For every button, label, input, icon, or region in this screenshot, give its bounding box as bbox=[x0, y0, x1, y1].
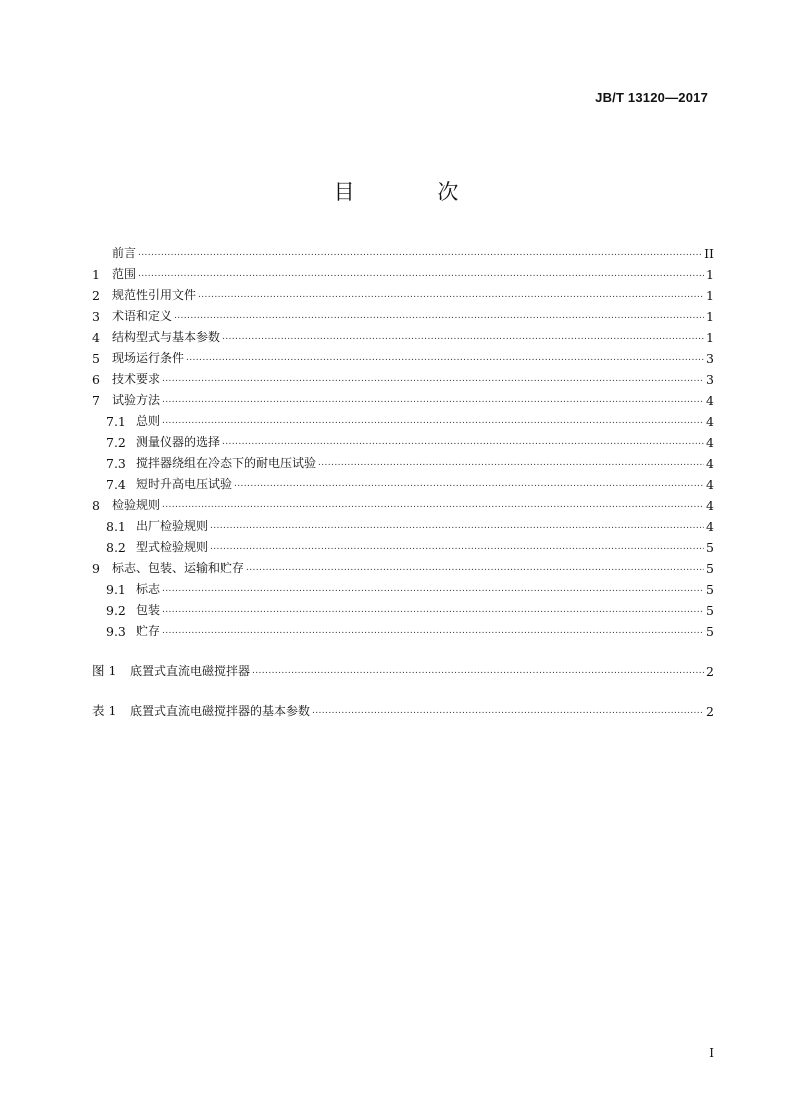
dot-leader bbox=[174, 306, 704, 321]
toc-entry-label: 技术要求 bbox=[112, 372, 161, 386]
toc-entry-label: 贮存 bbox=[136, 624, 161, 638]
toc-entry-label: 搅拌器绕组在冷态下的耐电压试验 bbox=[136, 456, 317, 470]
toc-entry-number: 9.2 bbox=[106, 603, 126, 618]
toc-entry-number: 5 bbox=[92, 351, 100, 366]
page-title: 目 次 bbox=[333, 180, 497, 204]
dot-leader bbox=[198, 285, 704, 300]
toc-entry[interactable] bbox=[92, 240, 714, 261]
toc-entry[interactable] bbox=[92, 658, 714, 679]
toc-entry-page: 1 bbox=[706, 267, 714, 282]
toc-entry-number: 9.1 bbox=[106, 582, 126, 597]
toc-entry-number: 图 1 bbox=[92, 663, 117, 678]
toc-entry-page: 4 bbox=[706, 414, 714, 429]
toc-entry-label: 标志、包装、运输和贮存 bbox=[112, 561, 245, 575]
toc-entry-label: 现场运行条件 bbox=[112, 351, 185, 365]
toc-entry-page: 4 bbox=[706, 498, 714, 513]
toc-entry[interactable] bbox=[92, 429, 714, 450]
toc-entry-label: 前言 bbox=[112, 246, 137, 260]
toc-entry-label: 术语和定义 bbox=[112, 309, 173, 323]
toc-entry-page: II bbox=[704, 246, 714, 261]
dot-leader bbox=[138, 264, 704, 279]
toc-entry-page: 2 bbox=[706, 664, 714, 679]
toc-entry-number: 8.2 bbox=[106, 540, 126, 555]
dot-leader bbox=[162, 621, 704, 636]
dot-leader bbox=[162, 495, 704, 510]
dot-leader bbox=[252, 661, 704, 676]
toc-entry[interactable] bbox=[92, 698, 714, 719]
toc-entry-page: 1 bbox=[706, 330, 714, 345]
toc-entry-page: 3 bbox=[706, 372, 714, 387]
toc-entry-label: 检验规则 bbox=[112, 498, 161, 512]
toc-entry-label: 试验方法 bbox=[112, 393, 161, 407]
dot-leader bbox=[162, 579, 704, 594]
toc-entry[interactable] bbox=[92, 576, 714, 597]
toc-entry-page: 5 bbox=[706, 540, 714, 555]
toc-entry-number: 8 bbox=[92, 498, 100, 513]
toc-entry-number: 7.4 bbox=[106, 477, 126, 492]
dot-leader bbox=[162, 390, 704, 405]
toc-entry[interactable] bbox=[92, 303, 714, 324]
toc-entry-label: 范围 bbox=[112, 267, 137, 281]
toc-entry-number: 表 1 bbox=[92, 703, 117, 718]
toc-entry-number: 8.1 bbox=[106, 519, 126, 534]
dot-leader bbox=[210, 516, 704, 531]
toc-entry-label: 规范性引用文件 bbox=[112, 288, 197, 302]
toc-entry[interactable] bbox=[92, 618, 714, 639]
dot-leader bbox=[234, 474, 704, 489]
dot-leader bbox=[312, 701, 704, 716]
table-of-contents bbox=[92, 240, 714, 719]
toc-entry-label: 包装 bbox=[136, 603, 161, 617]
dot-leader bbox=[246, 558, 704, 573]
toc-entry-number: 4 bbox=[92, 330, 100, 345]
toc-entry-number: 7.3 bbox=[106, 456, 126, 471]
toc-entry-page: 1 bbox=[706, 309, 714, 324]
toc-entry-number: 7.1 bbox=[106, 414, 126, 429]
toc-entry-page: 4 bbox=[706, 519, 714, 534]
toc-entry[interactable] bbox=[92, 387, 714, 408]
dot-leader bbox=[222, 432, 704, 447]
toc-entry[interactable] bbox=[92, 408, 714, 429]
toc-entry-page: 4 bbox=[706, 477, 714, 492]
toc-entry-label: 型式检验规则 bbox=[136, 540, 209, 554]
toc-entry-number: 9.3 bbox=[106, 624, 126, 639]
toc-entry-page: 3 bbox=[706, 351, 714, 366]
dot-leader bbox=[210, 537, 704, 552]
toc-entry-label: 短时升高电压试验 bbox=[136, 477, 233, 491]
toc-entry-label: 总则 bbox=[136, 414, 161, 428]
toc-entry-number: 7.2 bbox=[106, 435, 126, 450]
toc-entry[interactable] bbox=[92, 597, 714, 618]
toc-entry-label: 结构型式与基本参数 bbox=[112, 330, 221, 344]
page-number: I bbox=[709, 1046, 714, 1060]
toc-entry-number: 9 bbox=[92, 561, 100, 576]
toc-entry-label: 底置式直流电磁搅拌器的基本参数 bbox=[130, 704, 311, 718]
dot-leader bbox=[318, 453, 704, 468]
toc-entry-number: 6 bbox=[92, 372, 100, 387]
toc-entry-page: 5 bbox=[706, 624, 714, 639]
toc-entry-number: 3 bbox=[92, 309, 100, 324]
toc-entry[interactable] bbox=[92, 282, 714, 303]
toc-entry[interactable] bbox=[92, 492, 714, 513]
dot-leader bbox=[162, 600, 704, 615]
toc-entry-label: 底置式直流电磁搅拌器 bbox=[130, 664, 251, 678]
toc-entry-number: 7 bbox=[92, 393, 100, 408]
standard-code: JB/T 13120—2017 bbox=[595, 90, 708, 105]
toc-entry[interactable] bbox=[92, 450, 714, 471]
toc-entry-page: 2 bbox=[706, 704, 714, 719]
toc-entry-page: 1 bbox=[706, 288, 714, 303]
toc-entry[interactable] bbox=[92, 471, 714, 492]
toc-entry[interactable] bbox=[92, 366, 714, 387]
dot-leader bbox=[162, 369, 704, 384]
toc-entry[interactable] bbox=[92, 534, 714, 555]
toc-entry[interactable] bbox=[92, 513, 714, 534]
toc-entry-page: 4 bbox=[706, 393, 714, 408]
toc-entry-page: 5 bbox=[706, 582, 714, 597]
toc-entry-page: 4 bbox=[706, 456, 714, 471]
toc-entry-page: 5 bbox=[706, 561, 714, 576]
toc-entry-number: 2 bbox=[92, 288, 100, 303]
toc-entry[interactable] bbox=[92, 324, 714, 345]
toc-entry-page: 4 bbox=[706, 435, 714, 450]
toc-entry-label: 标志 bbox=[136, 582, 161, 596]
dot-leader bbox=[138, 243, 702, 258]
dot-leader bbox=[162, 411, 704, 426]
toc-entry[interactable] bbox=[92, 555, 714, 576]
toc-entry-number: 1 bbox=[92, 267, 100, 282]
dot-leader bbox=[186, 348, 704, 363]
toc-entry-label: 出厂检验规则 bbox=[136, 519, 209, 533]
toc-entry-label: 测量仪器的选择 bbox=[136, 435, 221, 449]
toc-entry[interactable] bbox=[92, 345, 714, 366]
toc-entry[interactable] bbox=[92, 261, 714, 282]
toc-entry-page: 5 bbox=[706, 603, 714, 618]
dot-leader bbox=[222, 327, 704, 342]
